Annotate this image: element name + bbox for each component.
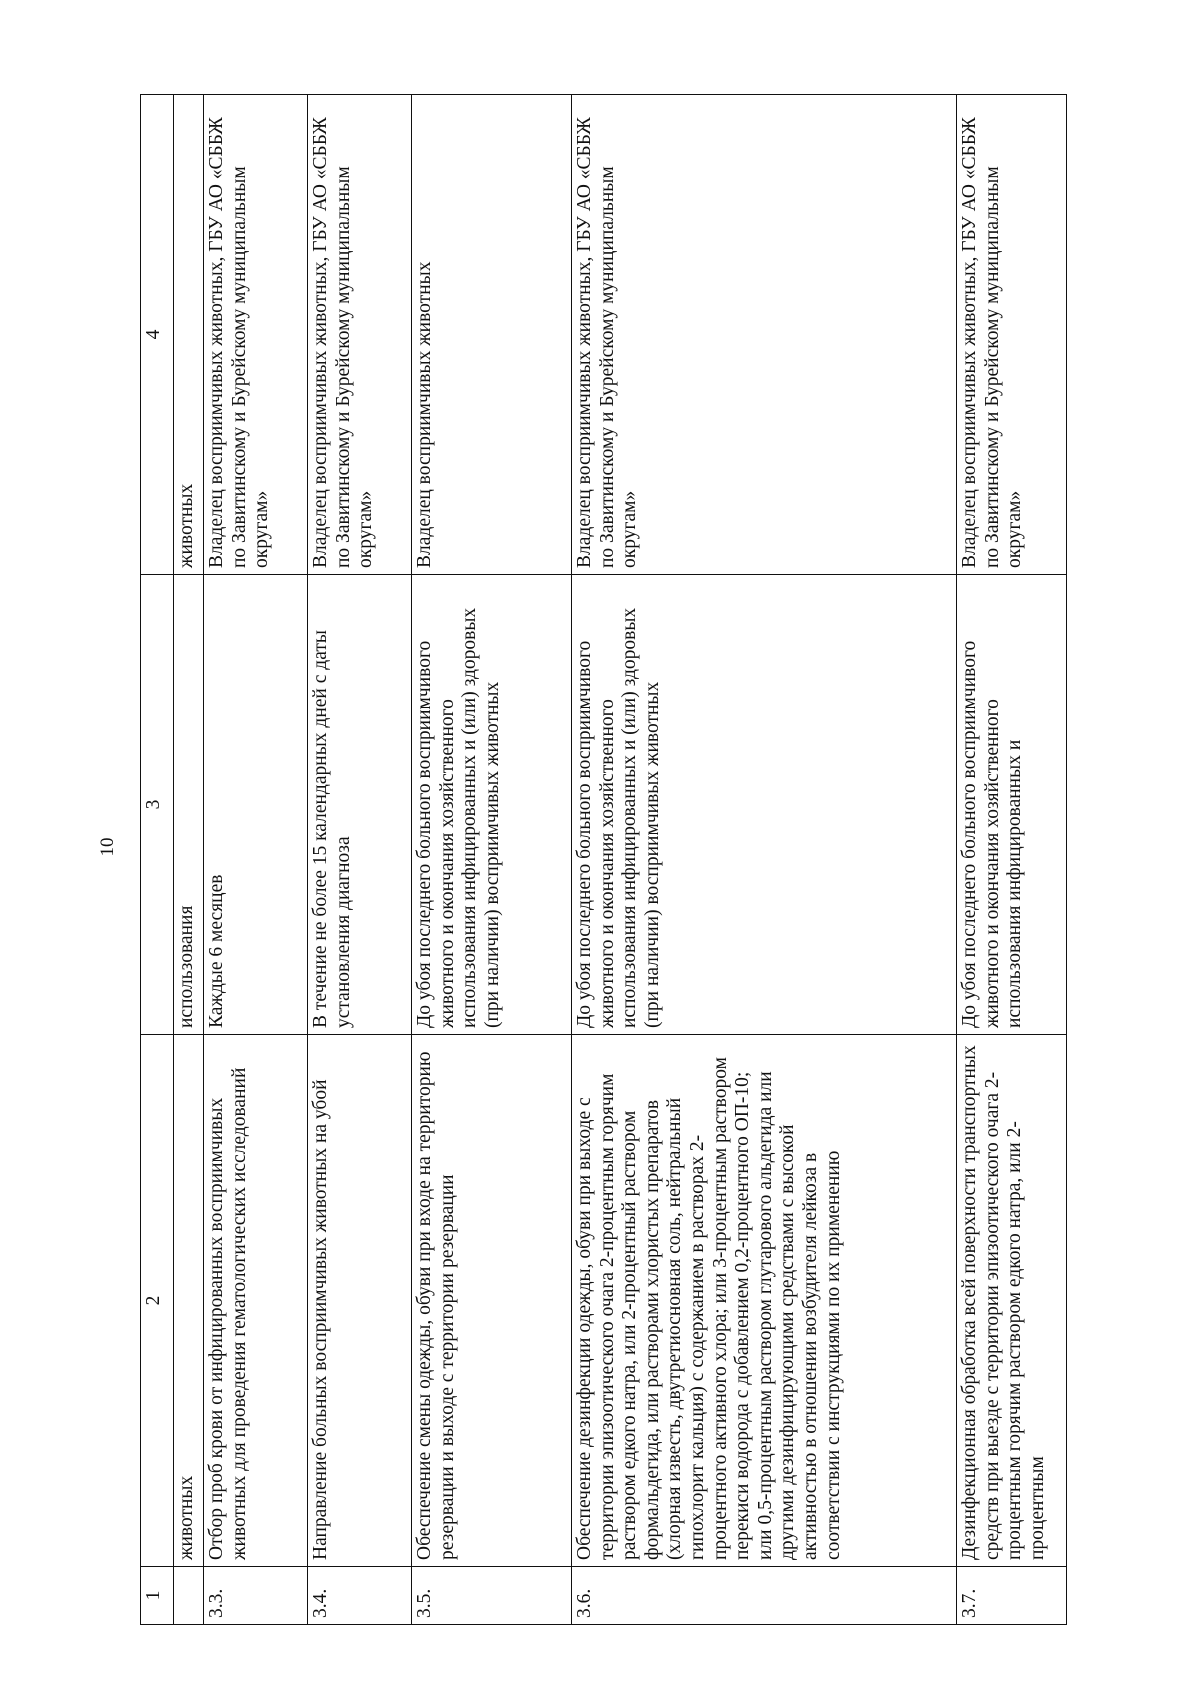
row-period: В течение не более 15 календарных дней с даты установления диагноза [308, 575, 412, 1035]
row-responsible: Владелец восприимчивых животных, ГБУ АО «СББЖ по Завитинскому и Бурейскому муниципальным округам» [957, 95, 1067, 575]
table-row [308, 95, 412, 1625]
measures-table [140, 94, 1067, 1625]
header-col-3: 3 [141, 575, 174, 1035]
cont-cell-2: животных [174, 1035, 204, 1567]
rotated-table-wrapper [140, 95, 1190, 1625]
row-number: 3.4. [308, 1567, 412, 1625]
row-period: Каждые 6 месяцев [204, 575, 308, 1035]
header-col-2: 2 [141, 1035, 174, 1567]
row-number: 3.3. [204, 1567, 308, 1625]
row-action: Обеспечение дезинфекции одежды, обуви при выходе с территории эпизоотического очага 2-процентным горячим раствором едкого натра, или 2-процентный раствором формальдегида, или растворами хлористых препаратов (хлорная известь, двутретиосновная соль, нейтральный гипохлорит кальция) с содержанием в растворах 2-процентного активного хлора; или 3-процентным раствором перекиси водорода с добавлением 0,2-процентного ОП-10; или 0,5-процентным раствором глутарового альдегида или другими дезинфицирующими средствами с высокой активностью в отношении возбудителя лейкоза в соответствии с инструкциями по их применению [572, 1035, 957, 1567]
row-period: До убоя последнего больного восприимчивого животного и окончания хозяйственного использования инфицированных и (или) здоровых (при наличии) восприимчивых животных [412, 575, 572, 1035]
page-number: 10 [97, 837, 118, 857]
cont-cell-3: использования [174, 575, 204, 1035]
table-row [957, 95, 1067, 1625]
row-period: До убоя последнего больного восприимчивого животного и окончания хозяйственного использования инфицированных и [957, 575, 1067, 1035]
header-row [141, 95, 174, 1625]
table-row [204, 95, 308, 1625]
continuation-row [174, 95, 204, 1625]
header-col-1: 1 [141, 1567, 174, 1625]
row-action: Обеспечение смены одежды, обуви при входе на территорию резервации и выходе с территории резервации [412, 1035, 572, 1567]
row-action: Отбор проб крови от инфицированных восприимчивых животных для проведения гематологических исследований [204, 1035, 308, 1567]
header-col-4: 4 [141, 95, 174, 575]
row-number: 3.7. [957, 1567, 1067, 1625]
row-responsible: Владелец восприимчивых животных, ГБУ АО «СББЖ по Завитинскому и Бурейскому муниципальным округам» [308, 95, 412, 575]
row-responsible: Владелец восприимчивых животных, ГБУ АО «СББЖ по Завитинскому и Бурейскому муниципальным округам» [572, 95, 957, 575]
row-responsible: Владелец восприимчивых животных, ГБУ АО «СББЖ по Завитинскому и Бурейскому муниципальным округам» [204, 95, 308, 575]
row-action: Направление больных восприимчивых животных на убой [308, 1035, 412, 1567]
cont-cell-1 [174, 1567, 204, 1625]
table-row [412, 95, 572, 1625]
cont-cell-4: животных [174, 95, 204, 575]
table-row [572, 95, 957, 1625]
row-responsible: Владелец восприимчивых животных [412, 95, 572, 575]
row-number: 3.5. [412, 1567, 572, 1625]
row-period: До убоя последнего больного восприимчивого животного и окончания хозяйственного использования инфицированных и (или) здоровых (при наличии) восприимчивых животных [572, 575, 957, 1035]
row-action: Дезинфекционная обработка всей поверхности транспортных средств при выезде с территории эпизоотического очага 2-процентным горячим раствором едкого натра, или 2-процентным [957, 1035, 1067, 1567]
row-number: 3.6. [572, 1567, 957, 1625]
